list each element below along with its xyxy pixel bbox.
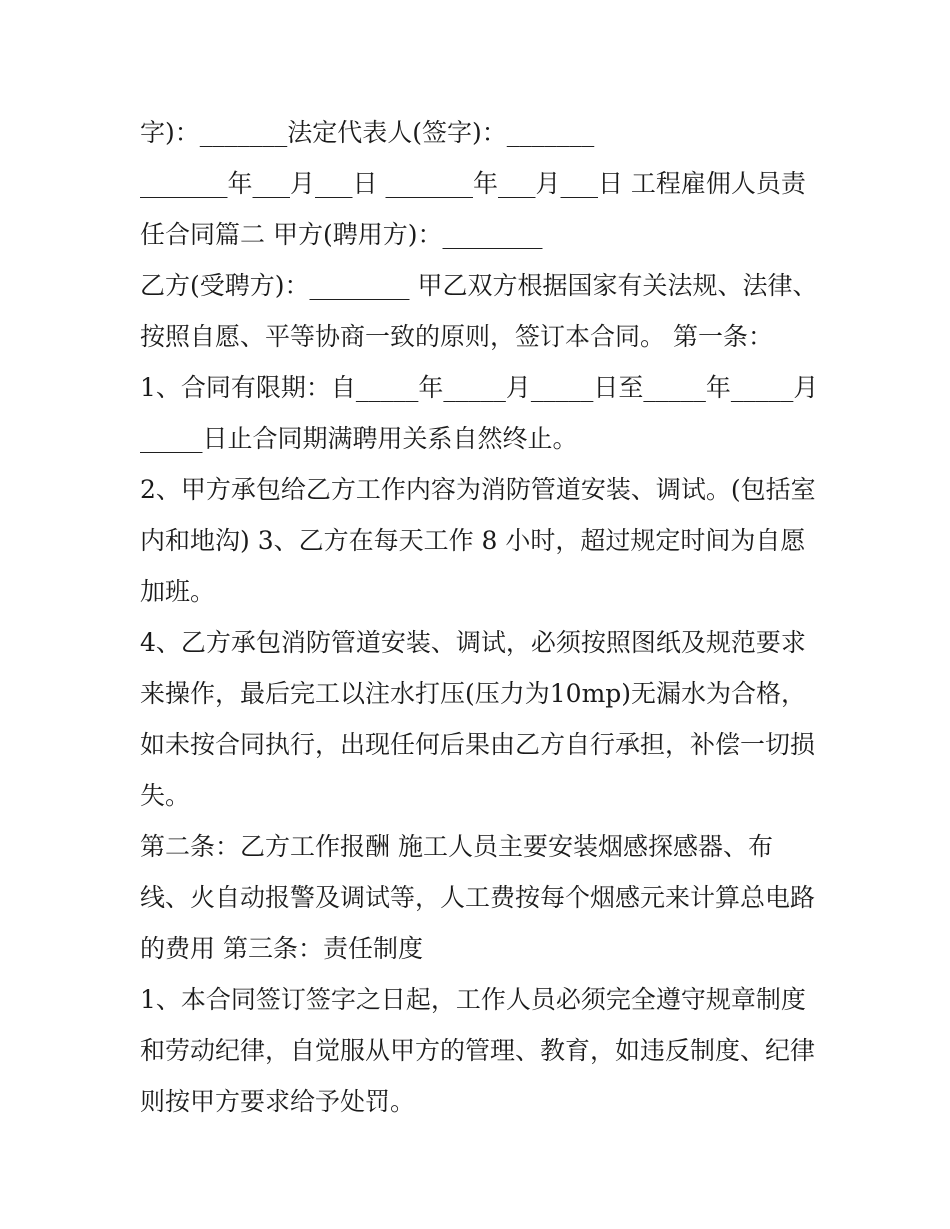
document-body bbox=[140, 107, 820, 1127]
paragraph-clause-3-1: 1、本合同签订签字之日起，工作人员必须完全遵守规章制度和劳动纪律，自觉服从甲方的管理、教育，如违反制度、纪律则按甲方要求给予处罚。 bbox=[140, 985, 816, 1116]
paragraph-clause-2: 第二条：乙方工作报酬 施工人员主要安装烟感探感器、布线、火自动报警及调试等，人工费按每个烟感元来计算总电路的费用 第三条：责任制度 bbox=[140, 832, 816, 963]
paragraph-date-and-title: _______年___月___日 _______年___月___日 工程雇佣人员责任合同篇二 甲方(聘用方)：________ bbox=[140, 169, 806, 249]
paragraph-party-b: 乙方(受聘方)：________ 甲乙双方根据国家有关法规、法律、按照自愿、平等协商一致的原则，签订本合同。 第一条： bbox=[140, 271, 818, 351]
paragraph-clause-1-1: 1、合同有限期：自_____年_____月_____日至_____年_____月_____日止合同期满聘用关系自然终止。 bbox=[140, 373, 819, 453]
paragraph-clause-1-2-3: 2、甲方承包给乙方工作内容为消防管道安装、调试。(包括室内和地沟) 3、乙方在每天工作 8 小时，超过规定时间为自愿加班。 bbox=[140, 475, 816, 606]
paragraph-clause-1-4: 4、乙方承包消防管道安装、调试，必须按照图纸及规范要求来操作，最后完工以注水打压(压力为10mp)无漏水为合格，如未按合同执行，出现任何后果由乙方自行承担，补偿一切损失。 bbox=[140, 628, 816, 810]
paragraph-signature-line: 字)：_______法定代表人(签字)：_______ bbox=[140, 118, 595, 147]
